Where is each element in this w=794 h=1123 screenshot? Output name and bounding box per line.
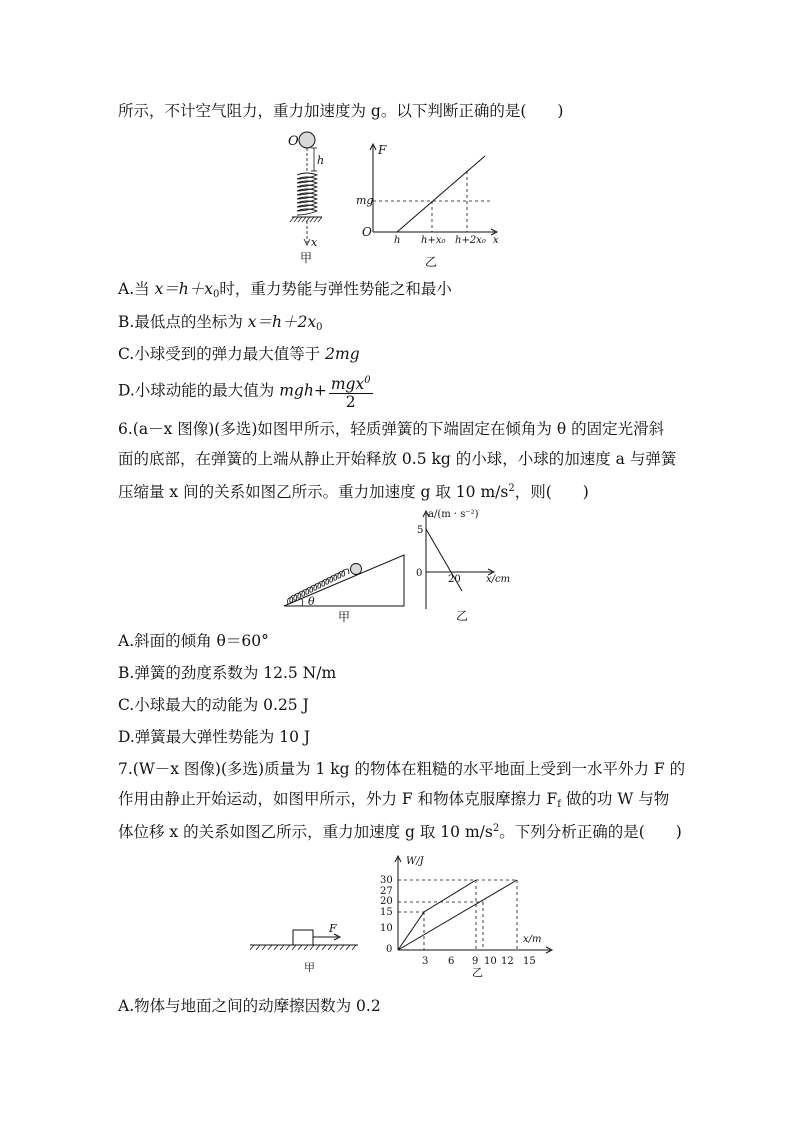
tick-h: h <box>394 235 401 246</box>
figure-5-yi <box>355 140 505 270</box>
figure-label-jia: 甲 <box>304 961 315 974</box>
x-axis-label: x/cm <box>486 574 511 585</box>
question-5-stem-tail: 所示，不计空气阻力，重力加速度为 g。以下判断正确的是( ) <box>118 102 564 120</box>
question-7-line-1: 7.(W－x 图像)(多选)质量为 1 kg 的物体在粗糙的水平地面上受到一水平外力 F 的 <box>118 760 686 778</box>
option-text: C.小球受到的弹力最大值等于 <box>118 345 326 363</box>
x-tick-10: 10 <box>484 956 497 967</box>
tick-h-x0: h+x₀ <box>421 235 446 246</box>
option-6A: A.斜面的倾角 θ＝60° <box>118 632 269 650</box>
x-tick-9: 9 <box>472 956 479 967</box>
superscript: 2 <box>492 823 500 834</box>
x-tick-12: 12 <box>501 956 514 967</box>
y-tick-10: 10 <box>380 923 393 934</box>
text: 压缩量 x 间的关系如图乙所示。重力加速度 g 取 10 m/s <box>118 483 509 501</box>
numerator: mgx <box>330 375 365 393</box>
option-text: B.最低点的坐标为 <box>118 313 248 331</box>
mg-label: mg <box>356 194 374 207</box>
x-axis-label: x <box>493 235 499 246</box>
option-7A: A.物体与地面之间的动摩擦因数为 0.2 <box>118 997 381 1015</box>
figure-label-jia: 甲 <box>338 610 351 624</box>
option-6B: B.弹簧的劲度系数为 12.5 N/m <box>118 664 337 682</box>
text: 作用由静止开始运动，如图甲所示，外力 F 和物体克服摩擦力 F <box>118 790 558 808</box>
text: 。下列分析正确的是( ) <box>499 823 682 841</box>
x-tick-15: 15 <box>523 956 536 967</box>
y-axis-label: F <box>378 143 387 157</box>
incline <box>284 555 404 606</box>
h-label: h <box>317 154 325 167</box>
subscript: f <box>557 799 561 810</box>
y-tick-20: 20 <box>380 896 393 907</box>
work-of-friction-line <box>398 880 517 950</box>
y-tick-15: 15 <box>380 907 393 918</box>
option-text: A.当 <box>118 280 155 298</box>
figure-5-jia <box>280 125 350 265</box>
figure-label-yi: 乙 <box>425 255 438 269</box>
y-axis-label: W/J <box>406 856 424 867</box>
question-7-line-3 <box>118 818 682 843</box>
figure-label-yi: 乙 <box>456 609 469 623</box>
x-tick-6: 6 <box>448 956 455 967</box>
figure-7-yi <box>368 850 558 980</box>
option-5D <box>118 372 373 411</box>
option-5B <box>118 311 322 339</box>
theta-label: θ <box>308 595 315 608</box>
y-axis-label: a/(m · s⁻²) <box>428 509 479 520</box>
y-tick-27: 27 <box>380 886 393 897</box>
question-6-line-3 <box>118 478 589 503</box>
spring <box>288 569 350 604</box>
text: 做的功 W 与物 <box>561 790 670 808</box>
subscript: 0 <box>316 322 323 333</box>
ball <box>351 564 362 575</box>
option-expr: x＝h＋2x <box>247 313 317 331</box>
question-6-line-1: 6.(a－x 图像)(多选)如图甲所示，轻质弹簧的下端固定在倾角为 θ 的固定光滑斜 <box>118 420 665 438</box>
force-line <box>397 156 485 232</box>
tick-20: 20 <box>448 574 461 585</box>
x-tick-3: 3 <box>422 956 429 967</box>
option-text: 时，重力势能与弹性势能之和最小 <box>219 280 452 298</box>
tick-5: 5 <box>417 525 424 536</box>
figure-6-yi <box>412 505 522 625</box>
superscript: 2 <box>508 483 515 494</box>
figure-7-jia <box>248 920 368 980</box>
figure-label-yi: 乙 <box>472 966 483 979</box>
denominator: 2 <box>345 393 356 411</box>
option-expr: mgh+ <box>279 381 327 400</box>
option-expr: x＝h＋x <box>154 280 214 298</box>
spring <box>297 173 317 215</box>
question-7-line-2 <box>118 788 669 816</box>
subscript: 0 <box>213 289 220 300</box>
y-tick-0: 0 <box>386 944 393 955</box>
figure-6-jia <box>280 550 410 625</box>
origin-label: O <box>362 225 372 239</box>
y-tick-30: 30 <box>380 875 393 886</box>
origin-label: O <box>288 134 299 149</box>
superscript: 0 <box>364 375 371 386</box>
question-6-line-2: 面的底部，在弹簧的上端从静止开始释放 0.5 kg 的小球，小球的加速度 a 与弹簧 <box>118 450 677 468</box>
option-5C <box>118 343 360 365</box>
text: ，则( ) <box>514 483 589 501</box>
ball <box>299 132 315 148</box>
option-text: D.小球动能的最大值为 <box>118 381 280 400</box>
x-axis-label: x/m <box>523 934 542 945</box>
option-expr: 2mg <box>325 345 360 363</box>
tick-h-2x0: h+2x₀ <box>455 235 486 246</box>
option-6D: D.弹簧最大弹性势能为 10 J <box>118 728 311 746</box>
figure-label-jia: 甲 <box>300 251 313 265</box>
text: 体位移 x 的关系如图乙所示，重力加速度 g 取 10 m/s <box>118 823 493 841</box>
option-6C: C.小球最大的动能为 0.25 J <box>118 696 309 714</box>
block <box>293 930 313 945</box>
work-of-F-line <box>398 880 476 950</box>
fraction <box>329 372 373 411</box>
force-label: F <box>329 922 337 935</box>
x-axis-label: x <box>311 236 318 249</box>
option-5A <box>118 278 452 306</box>
tick-0: 0 <box>416 568 423 579</box>
